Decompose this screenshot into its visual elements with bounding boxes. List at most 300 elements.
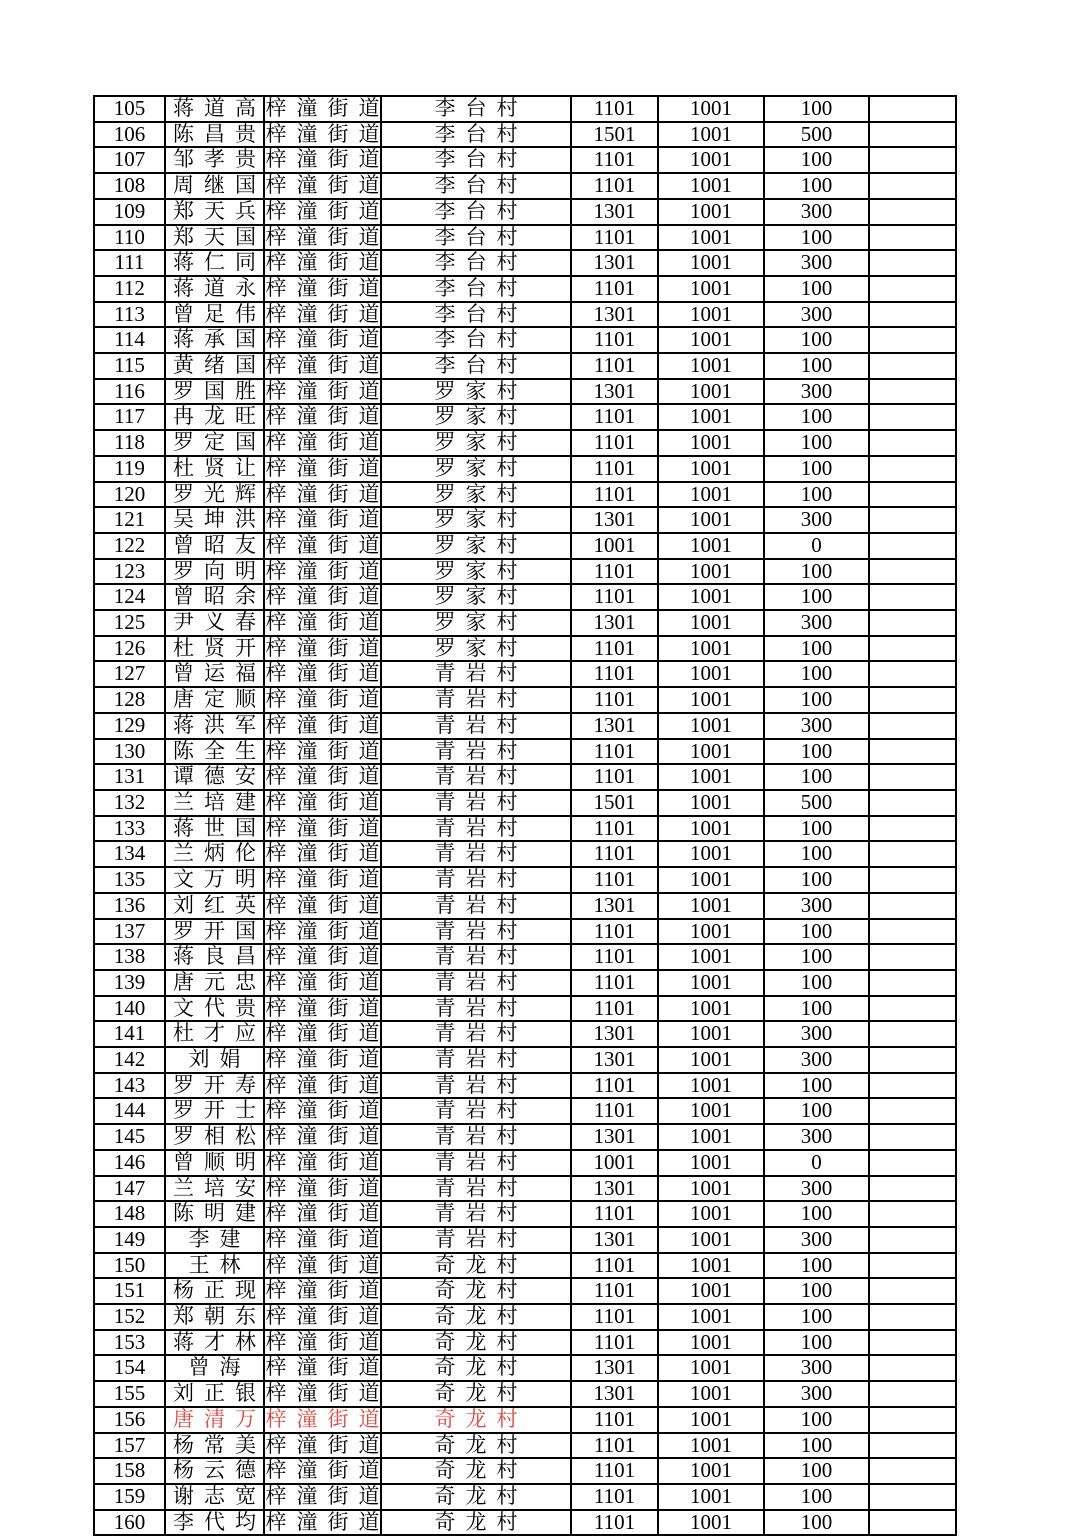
street-cell [264, 532, 390, 559]
person-name-cell-text: 曾足伟 [173, 301, 266, 326]
person-name-cell [165, 944, 264, 970]
person-name-cell-text: 曾顺明 [173, 1149, 266, 1174]
table-row [94, 1073, 956, 1099]
person-name-cell-text: 曾昭友 [173, 532, 266, 557]
amount-cell: 100 [764, 1304, 869, 1330]
person-name-cell [165, 996, 264, 1022]
street-cell-text: 梓潼街道 [265, 1329, 390, 1354]
village-cell-text: 罗家村 [434, 532, 528, 557]
note-cell [869, 250, 956, 276]
person-name-cell [165, 1047, 264, 1073]
person-name-cell [165, 199, 264, 225]
street-cell-text: 梓潼街道 [265, 507, 390, 532]
street-cell [264, 558, 390, 585]
code-1-cell: 1501 [571, 790, 658, 816]
table-row [94, 919, 956, 945]
village-cell-text: 李台村 [434, 224, 528, 249]
note-cell [869, 919, 956, 945]
village-cell [381, 430, 571, 456]
note-cell [869, 276, 956, 302]
code-2-cell: 1001 [658, 1433, 764, 1459]
code-1-cell: 1101 [571, 430, 658, 456]
note-cell [869, 1047, 956, 1073]
table-row [94, 584, 956, 610]
street-cell-text: 梓潼街道 [265, 250, 390, 275]
person-name-cell-text: 唐元忠 [173, 969, 266, 994]
street-cell [264, 224, 390, 251]
village-cell-text: 青岩村 [434, 764, 528, 789]
note-cell [869, 379, 956, 405]
note-cell [869, 1073, 956, 1099]
note-cell [869, 764, 956, 790]
code-1-cell: 1301 [571, 893, 658, 919]
village-cell-text: 李台村 [434, 327, 528, 352]
code-2-cell: 1001 [658, 919, 764, 945]
note-cell [869, 1021, 956, 1047]
amount-cell: 100 [764, 1510, 869, 1536]
amount-cell: 100 [764, 1407, 869, 1433]
person-name-cell-text: 罗开寿 [173, 1072, 266, 1097]
note-cell [869, 199, 956, 225]
code-2-cell: 1001 [658, 327, 764, 353]
row-number-cell: 111 [94, 250, 165, 276]
street-cell [264, 1304, 390, 1330]
person-name-cell-text: 曾海 [188, 1355, 251, 1380]
code-2-cell: 1001 [658, 1407, 764, 1433]
amount-cell: 100 [764, 276, 869, 302]
amount-cell: 100 [764, 404, 869, 430]
person-name-cell [165, 636, 264, 662]
street-cell-text: 梓潼街道 [265, 1124, 390, 1149]
street-cell-text: 梓潼街道 [265, 481, 390, 506]
row-number-cell: 145 [94, 1124, 165, 1150]
amount-cell: 100 [764, 764, 869, 790]
street-cell-text: 梓潼街道 [265, 430, 390, 455]
amount-cell: 300 [764, 379, 869, 405]
code-2-cell: 1001 [658, 584, 764, 610]
code-1-cell: 1101 [571, 1330, 658, 1356]
row-number-cell: 107 [94, 147, 165, 173]
code-1-cell: 1101 [571, 816, 658, 842]
table-row [94, 970, 956, 996]
street-cell-text: 梓潼街道 [265, 1432, 390, 1457]
person-name-cell [165, 559, 264, 585]
table-row [94, 199, 956, 225]
person-name-cell [165, 173, 264, 199]
village-cell [381, 584, 571, 610]
code-1-cell: 1101 [571, 661, 658, 687]
code-1-cell: 1101 [571, 1304, 658, 1330]
person-name-cell [165, 893, 264, 919]
person-name-cell [165, 687, 264, 713]
person-name-cell-text: 杜才应 [173, 1021, 266, 1046]
street-cell [264, 430, 390, 456]
code-2-cell: 1001 [658, 96, 764, 122]
village-cell-text: 青岩村 [434, 995, 528, 1020]
street-cell [264, 198, 390, 225]
code-2-cell: 1001 [658, 199, 764, 225]
street-cell [264, 250, 390, 276]
code-2-cell: 1001 [658, 122, 764, 148]
person-name-cell [165, 147, 264, 173]
row-number-cell: 117 [94, 404, 165, 430]
table-row [94, 276, 956, 302]
village-cell [381, 327, 571, 353]
row-number-cell: 151 [94, 1278, 165, 1304]
village-cell-text: 青岩村 [434, 918, 528, 943]
person-name-cell [165, 1227, 264, 1253]
person-name-cell [165, 1381, 264, 1407]
amount-cell: 100 [764, 970, 869, 996]
person-name-cell [165, 1253, 264, 1279]
note-cell [869, 713, 956, 739]
amount-cell: 300 [764, 1021, 869, 1047]
village-cell [381, 970, 571, 996]
person-name-cell [165, 1098, 264, 1124]
street-cell [264, 661, 390, 687]
note-cell [869, 1330, 956, 1356]
amount-cell: 100 [764, 1253, 869, 1279]
row-number-cell: 123 [94, 559, 165, 585]
amount-cell: 300 [764, 199, 869, 225]
person-name-cell [165, 1124, 264, 1150]
code-1-cell: 1101 [571, 353, 658, 379]
person-name-cell-text: 罗相松 [173, 1124, 266, 1149]
street-cell [264, 275, 390, 302]
amount-cell: 100 [764, 816, 869, 842]
amount-cell: 300 [764, 302, 869, 328]
street-cell-text: 梓潼街道 [265, 789, 390, 814]
table-row [94, 430, 956, 456]
table-row [94, 173, 956, 199]
person-name-cell-text: 蒋道永 [173, 275, 266, 300]
note-cell [869, 1381, 956, 1407]
person-name-cell [165, 584, 264, 610]
village-cell [381, 1227, 571, 1253]
street-cell-text: 梓潼街道 [265, 610, 390, 635]
row-number-cell: 128 [94, 687, 165, 713]
table-row [94, 1304, 956, 1330]
note-cell [869, 893, 956, 919]
village-cell [381, 353, 571, 379]
amount-cell: 300 [764, 1047, 869, 1073]
street-cell-text: 梓潼街道 [265, 1304, 390, 1329]
street-cell [264, 1278, 390, 1304]
street-cell [264, 1124, 390, 1150]
village-cell-text: 奇龙村 [434, 1278, 528, 1303]
village-cell-text: 李台村 [434, 301, 528, 326]
row-number-cell: 109 [94, 199, 165, 225]
note-cell [869, 96, 956, 122]
row-number-cell: 136 [94, 893, 165, 919]
person-name-cell [165, 841, 264, 867]
village-cell-text: 罗家村 [434, 610, 528, 635]
person-name-cell [165, 225, 264, 251]
row-number-cell: 119 [94, 456, 165, 482]
street-cell-text: 梓潼街道 [265, 1483, 390, 1508]
person-name-cell-text: 李代均 [173, 1509, 266, 1534]
person-name-cell-text: 陈全生 [173, 738, 266, 763]
note-cell [869, 1458, 956, 1484]
code-1-cell: 1101 [571, 1433, 658, 1459]
street-cell-text: 梓潼街道 [265, 1355, 390, 1380]
village-cell [381, 404, 571, 430]
note-cell [869, 1510, 956, 1536]
person-name-cell-text: 杨正现 [173, 1278, 266, 1303]
table-row [94, 944, 956, 970]
street-cell-text: 梓潼街道 [265, 1149, 390, 1174]
code-1-cell: 1301 [571, 1355, 658, 1381]
street-cell [264, 738, 390, 765]
village-cell [381, 276, 571, 302]
row-number-cell: 132 [94, 790, 165, 816]
amount-cell: 0 [764, 533, 869, 559]
person-name-cell-text: 蒋良昌 [173, 944, 266, 969]
village-cell [381, 1176, 571, 1202]
table-row [94, 250, 956, 276]
person-name-cell-text: 刘娟 [188, 1047, 251, 1072]
amount-cell: 300 [764, 1381, 869, 1407]
row-number-cell: 157 [94, 1433, 165, 1459]
person-name-cell [165, 1201, 264, 1227]
street-cell [264, 455, 390, 482]
note-cell [869, 559, 956, 585]
street-cell-text: 梓潼街道 [265, 121, 390, 146]
amount-cell: 100 [764, 867, 869, 893]
table-row [94, 456, 956, 482]
code-2-cell: 1001 [658, 764, 764, 790]
table-row [94, 1021, 956, 1047]
amount-cell: 100 [764, 1098, 869, 1124]
note-cell [869, 1253, 956, 1279]
village-cell-text: 青岩村 [434, 1149, 528, 1174]
code-2-cell: 1001 [658, 404, 764, 430]
code-1-cell: 1101 [571, 404, 658, 430]
note-cell [869, 790, 956, 816]
village-cell [381, 790, 571, 816]
code-2-cell: 1001 [658, 713, 764, 739]
code-1-cell: 1101 [571, 970, 658, 996]
person-name-cell-text: 郑天国 [173, 224, 266, 249]
amount-cell: 100 [764, 225, 869, 251]
amount-cell: 100 [764, 1433, 869, 1459]
person-name-cell-text: 陈昌贵 [173, 121, 266, 146]
note-cell [869, 1227, 956, 1253]
village-cell-text: 青岩村 [434, 1021, 528, 1046]
street-cell-text: 梓潼街道 [265, 404, 390, 429]
village-cell-text: 罗家村 [434, 378, 528, 403]
street-cell [264, 1406, 390, 1433]
street-cell [264, 918, 390, 945]
note-cell [869, 1484, 956, 1510]
code-2-cell: 1001 [658, 225, 764, 251]
village-cell-text: 青岩村 [434, 1072, 528, 1097]
row-number-cell: 155 [94, 1381, 165, 1407]
row-number-cell: 124 [94, 584, 165, 610]
street-cell [264, 1226, 390, 1253]
street-cell-text: 梓潼街道 [265, 173, 390, 198]
table-row [94, 507, 956, 533]
person-name-cell [165, 661, 264, 687]
village-cell [381, 559, 571, 585]
amount-cell: 100 [764, 1458, 869, 1484]
street-cell [264, 712, 390, 739]
street-cell [264, 1509, 390, 1536]
table-row [94, 96, 956, 122]
code-2-cell: 1001 [658, 430, 764, 456]
code-1-cell: 1101 [571, 482, 658, 508]
amount-cell: 0 [764, 1150, 869, 1176]
village-cell-text: 罗家村 [434, 558, 528, 583]
table-row [94, 147, 956, 173]
village-cell-text: 青岩村 [434, 1201, 528, 1226]
person-name-cell-text: 兰培安 [173, 1175, 266, 1200]
code-2-cell: 1001 [658, 739, 764, 765]
code-1-cell: 1101 [571, 687, 658, 713]
street-cell [264, 944, 390, 970]
village-cell-text: 李台村 [434, 173, 528, 198]
village-cell [381, 816, 571, 842]
person-name-cell [165, 353, 264, 379]
note-cell [869, 1176, 956, 1202]
village-cell-text: 青岩村 [434, 969, 528, 994]
row-number-cell: 121 [94, 507, 165, 533]
note-cell [869, 1407, 956, 1433]
street-cell-text: 梓潼街道 [265, 1406, 390, 1431]
code-1-cell: 1001 [571, 1150, 658, 1176]
street-cell [264, 610, 390, 636]
village-cell-text: 李台村 [434, 275, 528, 300]
code-2-cell: 1001 [658, 610, 764, 636]
code-2-cell: 1001 [658, 1304, 764, 1330]
street-cell-text: 梓潼街道 [265, 738, 390, 763]
row-number-cell: 149 [94, 1227, 165, 1253]
code-2-cell: 1001 [658, 687, 764, 713]
street-cell [264, 867, 390, 893]
person-name-cell [165, 456, 264, 482]
person-name-cell [165, 1150, 264, 1176]
table-row [94, 482, 956, 508]
row-number-cell: 134 [94, 841, 165, 867]
table-row [94, 1510, 956, 1536]
amount-cell: 100 [764, 1330, 869, 1356]
street-cell-text: 梓潼街道 [265, 944, 390, 969]
village-cell-text: 奇龙村 [434, 1381, 528, 1406]
village-cell [381, 1124, 571, 1150]
street-cell-text: 梓潼街道 [265, 1201, 390, 1226]
row-number-cell: 146 [94, 1150, 165, 1176]
code-1-cell: 1001 [571, 533, 658, 559]
code-1-cell: 1101 [571, 559, 658, 585]
row-number-cell: 154 [94, 1355, 165, 1381]
note-cell [869, 970, 956, 996]
village-cell-text: 青岩村 [434, 867, 528, 892]
village-cell [381, 764, 571, 790]
row-number-cell: 125 [94, 610, 165, 636]
person-name-cell-text: 蒋承国 [173, 327, 266, 352]
street-cell [264, 147, 390, 173]
code-2-cell: 1001 [658, 1330, 764, 1356]
code-1-cell: 1301 [571, 507, 658, 533]
note-cell [869, 1304, 956, 1330]
code-1-cell: 1101 [571, 96, 658, 122]
street-cell [264, 1201, 390, 1227]
street-cell-text: 梓潼街道 [265, 969, 390, 994]
street-cell [264, 1458, 390, 1484]
beneficiary-table [93, 95, 957, 1536]
street-cell-text: 梓潼街道 [265, 867, 390, 892]
table-row [94, 1407, 956, 1433]
note-cell [869, 1433, 956, 1459]
village-cell-text: 奇龙村 [434, 1432, 528, 1457]
row-number-cell: 113 [94, 302, 165, 328]
street-cell [264, 1149, 390, 1176]
amount-cell: 300 [764, 250, 869, 276]
person-name-cell [165, 1484, 264, 1510]
code-1-cell: 1101 [571, 867, 658, 893]
person-name-cell [165, 379, 264, 405]
table-row [94, 225, 956, 251]
code-1-cell: 1101 [571, 1458, 658, 1484]
village-cell [381, 482, 571, 508]
table-row [94, 1201, 956, 1227]
street-cell-text: 梓潼街道 [265, 327, 390, 352]
street-cell-text: 梓潼街道 [265, 1252, 390, 1277]
village-cell-text: 罗家村 [434, 481, 528, 506]
table-row [94, 661, 956, 687]
person-name-cell-text: 郑朝东 [173, 1304, 266, 1329]
street-cell [264, 1329, 390, 1356]
table-row [94, 816, 956, 842]
row-number-cell: 131 [94, 764, 165, 790]
street-cell-text: 梓潼街道 [265, 661, 390, 686]
street-cell-text: 梓潼街道 [265, 455, 390, 480]
note-cell [869, 353, 956, 379]
street-cell-text: 梓潼街道 [265, 1278, 390, 1303]
person-name-cell-text: 刘红英 [173, 892, 266, 917]
table-row [94, 893, 956, 919]
person-name-cell [165, 1278, 264, 1304]
code-2-cell: 1001 [658, 482, 764, 508]
street-cell [264, 1047, 390, 1073]
table-row [94, 1176, 956, 1202]
row-number-cell: 137 [94, 919, 165, 945]
note-cell [869, 533, 956, 559]
street-cell-text: 梓潼街道 [265, 1175, 390, 1200]
village-cell-text: 奇龙村 [434, 1483, 528, 1508]
village-cell [381, 225, 571, 251]
street-cell [264, 404, 390, 430]
note-cell [869, 1201, 956, 1227]
village-cell [381, 1047, 571, 1073]
amount-cell: 100 [764, 1278, 869, 1304]
village-cell [381, 1407, 571, 1433]
note-cell [869, 661, 956, 687]
code-1-cell: 1101 [571, 841, 658, 867]
note-cell [869, 302, 956, 328]
amount-cell: 100 [764, 661, 869, 687]
village-cell-text: 青岩村 [434, 712, 528, 737]
person-name-cell-text: 兰培建 [173, 789, 266, 814]
street-cell [264, 507, 390, 533]
street-cell [264, 969, 390, 996]
village-cell [381, 919, 571, 945]
amount-cell: 100 [764, 584, 869, 610]
village-cell [381, 147, 571, 173]
village-cell [381, 1150, 571, 1176]
row-number-cell: 135 [94, 867, 165, 893]
code-2-cell: 1001 [658, 507, 764, 533]
